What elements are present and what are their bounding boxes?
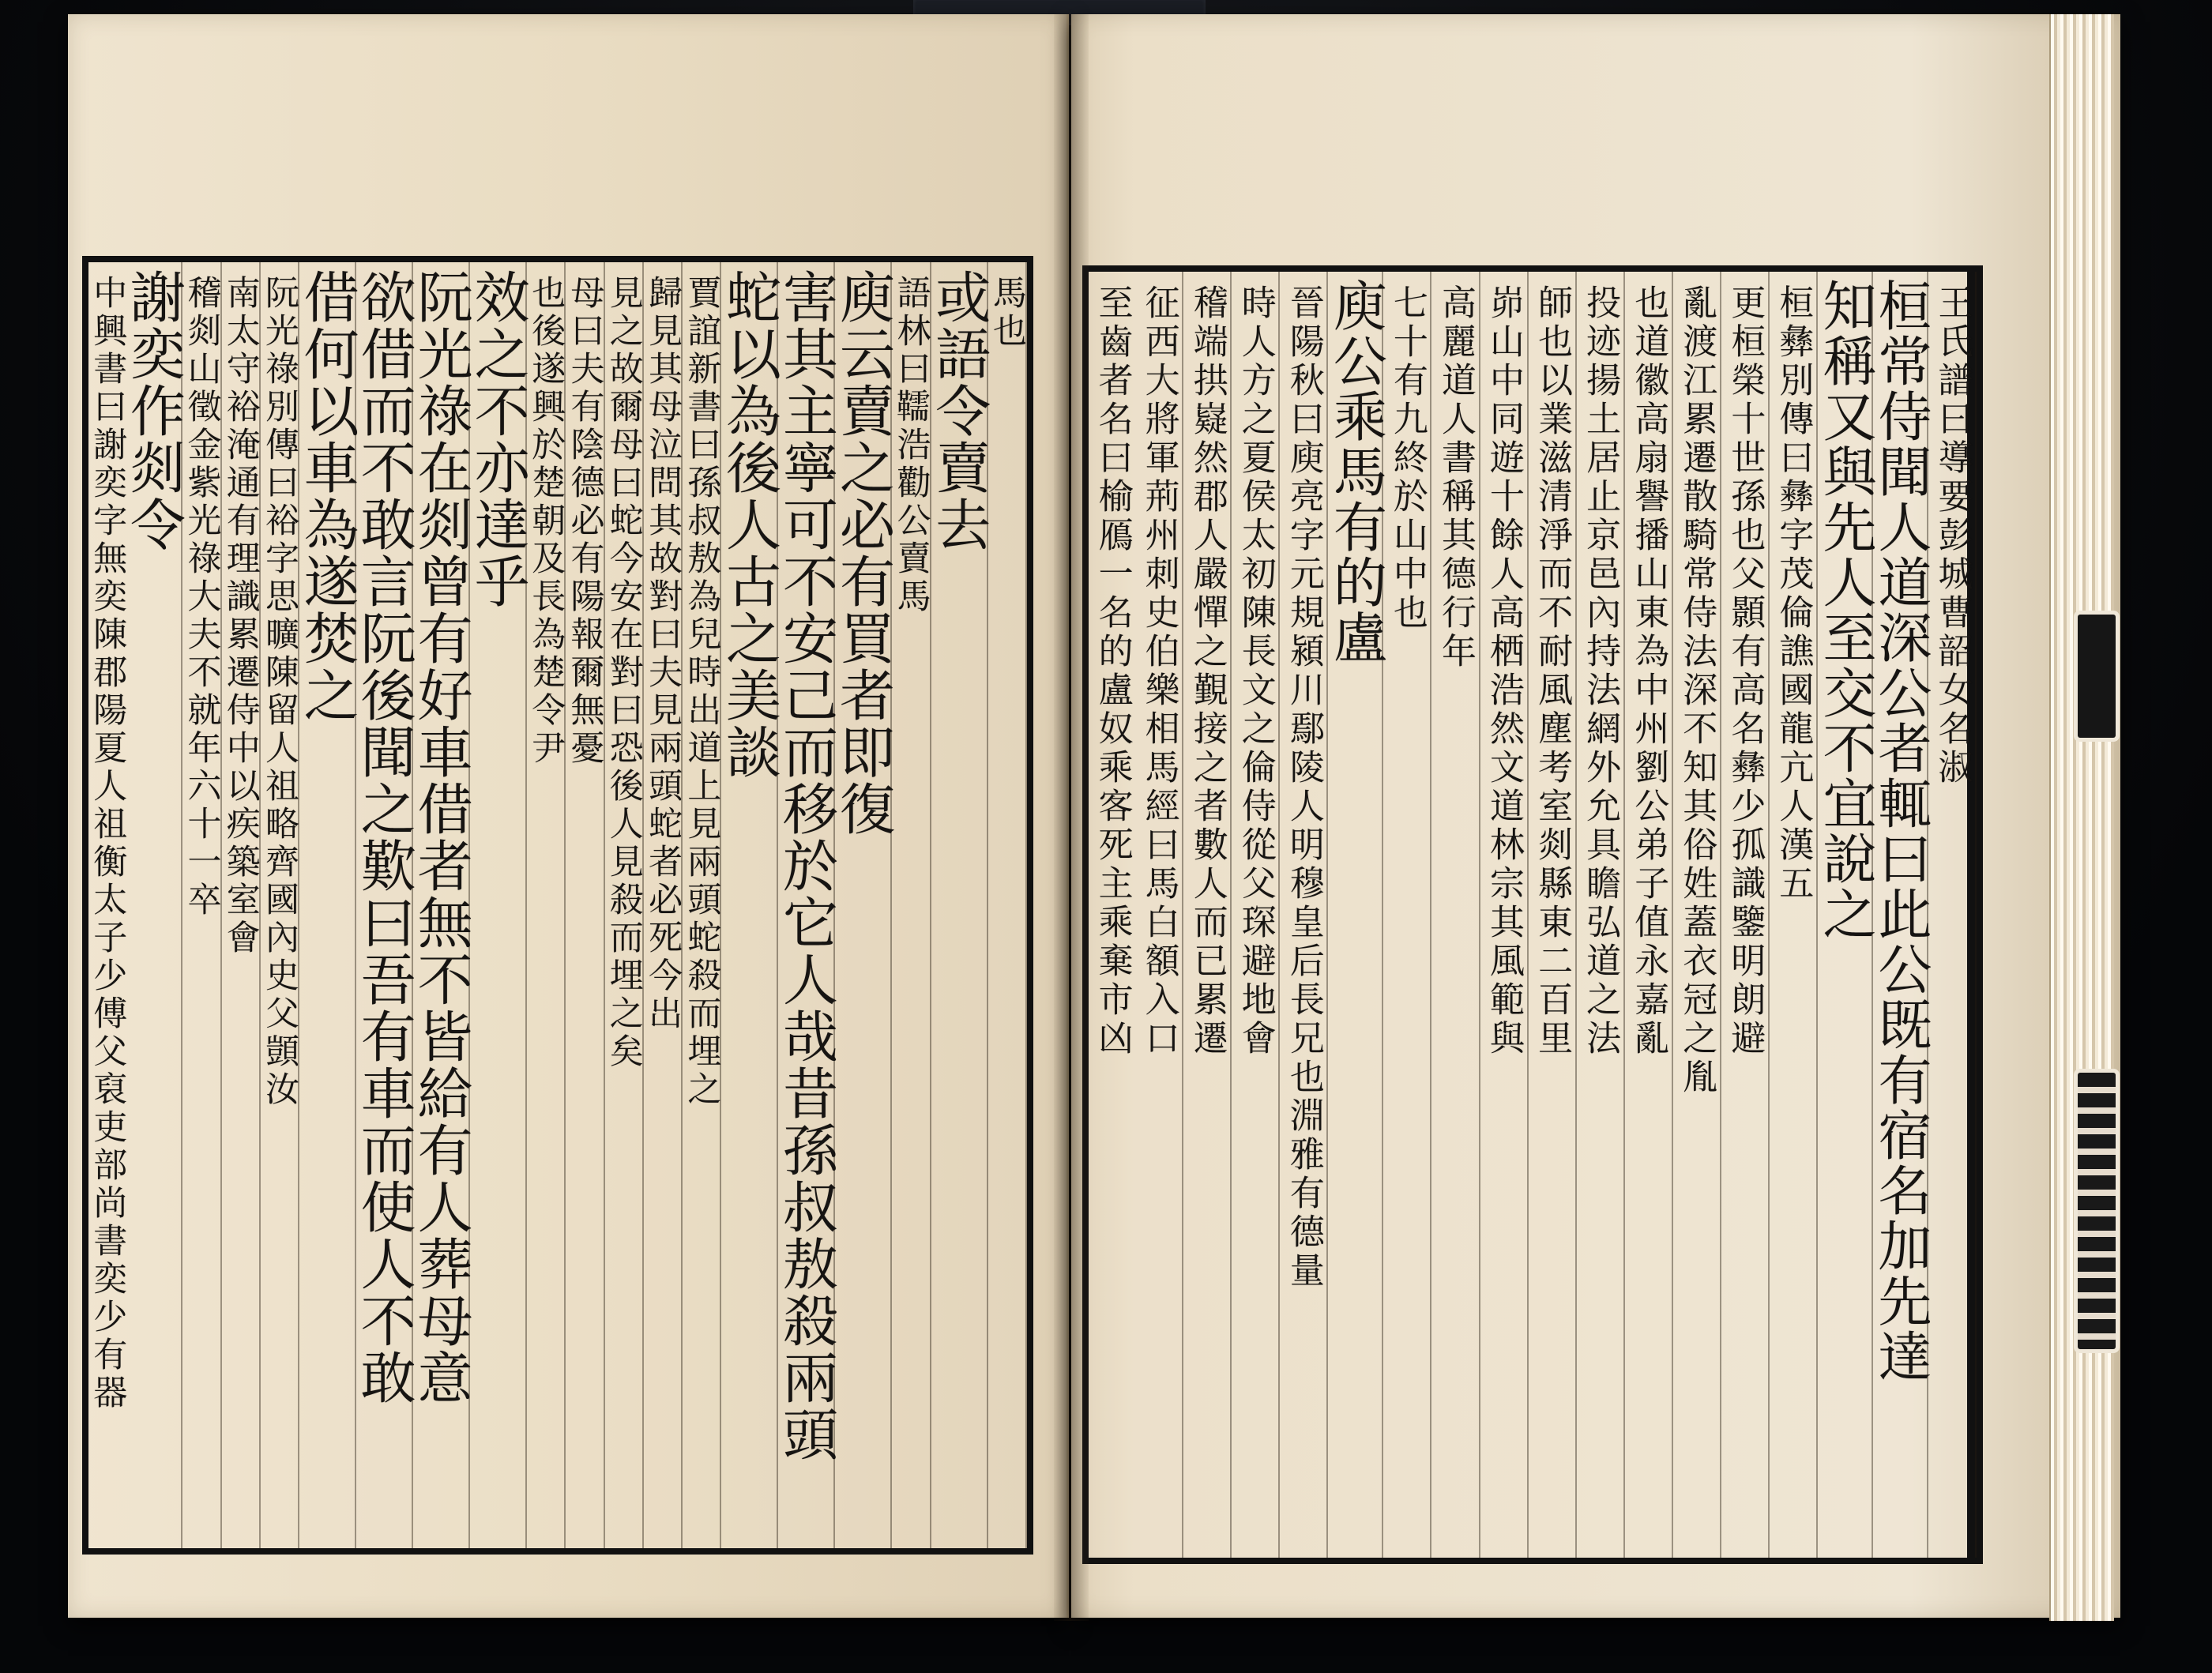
right-column-17-text: 征西大將軍荊州刺史伯樂相馬經曰馬白額入口 <box>1138 284 1179 1058</box>
right-column-18 <box>1089 272 1135 1558</box>
right-column-1-text: 王氏譜曰導要彭城曹韶女名淑 <box>1932 284 1973 788</box>
black-margin-tab <box>2078 615 2116 738</box>
left-column-1-text: 馬也 <box>987 275 1027 351</box>
left-column-18-text: 稽剡山徵金紫光祿大夫不就年六十一卒 <box>182 275 222 919</box>
right-column-5 <box>1721 272 1770 1558</box>
right-column-4-text: 桓彝別傳曰彝字茂倫譙國龍亢人漢五 <box>1773 284 1814 904</box>
left-column-11 <box>527 262 566 1548</box>
left-column-6 <box>717 262 782 1548</box>
left-column-4 <box>830 262 896 1548</box>
left-column-19-text: 謝奕作剡令 <box>121 269 186 553</box>
right-column-12-text: 七十有九終於山中也 <box>1386 284 1428 633</box>
right-column-9 <box>1529 272 1577 1558</box>
right-column-13 <box>1324 272 1387 1558</box>
right-text-frame <box>1082 265 1983 1564</box>
left-column-7 <box>683 262 721 1548</box>
left-column-16 <box>261 262 299 1548</box>
left-column-5-text: 害其主寧可不安己而移於它人哉昔孫叔敖殺兩頭 <box>773 269 839 1463</box>
right-page <box>1071 14 2120 1618</box>
left-column-4-text: 庾云賣之必有買者即復 <box>830 269 896 837</box>
right-column-2-text: 桓常侍聞人道深公者輒曰此公既有宿名加先達 <box>1868 278 1932 1384</box>
left-column-3 <box>892 262 931 1548</box>
right-column-15-text: 時人方之夏侯太初陳長文之倫侍從父琛避地會 <box>1235 284 1276 1058</box>
right-column-7 <box>1625 272 1673 1558</box>
right-column-12 <box>1383 272 1431 1558</box>
left-column-15 <box>295 262 360 1548</box>
right-column-1 <box>1928 272 1977 1558</box>
black-margin-tab-lower <box>2078 1073 2116 1349</box>
right-column-5-text: 更桓榮十世孫也父顥有高名彝少孤識鑒明朗避 <box>1725 284 1766 1058</box>
right-column-14 <box>1280 272 1328 1558</box>
left-page <box>68 14 1069 1618</box>
left-column-20-text: 中興書曰謝奕字無奕陳郡陽夏人祖衡太子少傅父裒吏部尚書奕少有器 <box>88 275 128 1412</box>
left-column-2 <box>926 262 991 1548</box>
left-column-6-text: 蛇以為後人古之美談 <box>717 269 782 780</box>
left-column-9 <box>605 262 644 1548</box>
left-column-10 <box>566 262 604 1548</box>
left-column-10-text: 母曰夫有陰德必有陽報爾無憂 <box>565 275 605 768</box>
left-column-16-text: 阮光祿別傳曰裕字思曠陳留人祖略齊國內史父顗汝 <box>260 275 299 1109</box>
right-column-8 <box>1577 272 1625 1558</box>
right-column-15 <box>1232 272 1280 1558</box>
right-column-3-text: 知稱又與先人至交不宜說之 <box>1813 278 1876 942</box>
book-spine-shadow <box>1054 14 1089 1621</box>
right-column-2 <box>1868 272 1932 1558</box>
right-column-10 <box>1480 272 1529 1558</box>
left-column-13-text: 阮光祿在剡曾有好車借者無不皆給有人葬母意 <box>408 269 474 1406</box>
right-column-10-text: 峁山中同遊十餘人高栖浩然文道林宗其風範與 <box>1484 284 1525 1058</box>
left-column-9-text: 見之故爾母曰蛇今安在對曰恐後人見殺而埋之矣 <box>604 275 644 1071</box>
right-column-8-text: 投迹揚土居止京邑內持法網外允具瞻弘道之法 <box>1580 284 1621 1058</box>
right-column-9-text: 師也以業滋清淨而不耐風塵考室剡縣東二百里 <box>1532 284 1573 1058</box>
left-column-5 <box>773 262 839 1548</box>
left-columns <box>88 262 1027 1548</box>
right-column-18-text: 至齒者名曰榆鴈一名的盧奴乘客死主乘棄市凶 <box>1092 284 1133 1058</box>
right-column-11 <box>1431 272 1480 1558</box>
left-column-19 <box>121 262 186 1548</box>
left-column-18 <box>182 262 221 1548</box>
left-column-11-text: 也後遂興於楚朝及長為楚令尹 <box>526 275 566 768</box>
right-column-6-text: 亂渡江累遷散騎常侍法深不知其俗姓蓋衣冠之胤 <box>1676 284 1717 1097</box>
left-text-frame <box>82 256 1033 1555</box>
right-column-3 <box>1813 272 1876 1558</box>
left-column-12 <box>465 262 531 1548</box>
right-column-16 <box>1183 272 1232 1558</box>
page-edge-stack <box>2049 14 2114 1621</box>
right-column-7-text: 也道徽高扇譽播山東為中州劉公弟子值永嘉亂 <box>1628 284 1669 1058</box>
right-column-6 <box>1673 272 1721 1558</box>
left-column-8-text: 歸見其母泣問其故對曰夫見兩頭蛇者必死今出 <box>643 275 683 1033</box>
left-column-13 <box>408 262 474 1548</box>
right-column-13-text: 庾公乘馬有的盧 <box>1324 278 1387 665</box>
right-columns <box>1089 272 1977 1558</box>
left-column-15-text: 借何以車為遂焚之 <box>295 269 360 724</box>
left-column-17 <box>222 262 261 1548</box>
left-column-1 <box>988 262 1027 1548</box>
right-column-16-text: 稽端拱嶷然郡人嚴憚之覲接之者數人而已累遷 <box>1187 284 1228 1058</box>
right-column-14-text: 晉陽秋曰庾亮字元規潁川鄢陵人明穆皇后長兄也淵雅有德量 <box>1283 284 1324 1291</box>
left-column-2-text: 或語令賣去 <box>926 269 991 553</box>
right-column-17 <box>1135 272 1183 1558</box>
left-column-3-text: 語林曰𩍥浩勸公賣馬 <box>891 275 931 616</box>
open-book <box>68 14 2125 1657</box>
left-column-7-text: 賈誼新書曰孫叔敖為兒時出道上見兩頭蛇殺而埋之 <box>682 275 722 1109</box>
left-column-20 <box>88 262 126 1548</box>
right-column-11-text: 高麗道人書稱其德行年 <box>1435 284 1476 671</box>
left-column-12-text: 效之不亦達乎 <box>465 269 531 610</box>
left-column-14 <box>352 262 417 1548</box>
left-column-8 <box>644 262 683 1548</box>
right-column-4 <box>1770 272 1818 1558</box>
left-column-17-text: 南太守裕淹通有理識累遷侍中以疾築室會 <box>220 275 261 957</box>
left-column-14-text: 欲借而不敢言阮後聞之歎曰吾有車而使人不敢 <box>352 269 417 1406</box>
